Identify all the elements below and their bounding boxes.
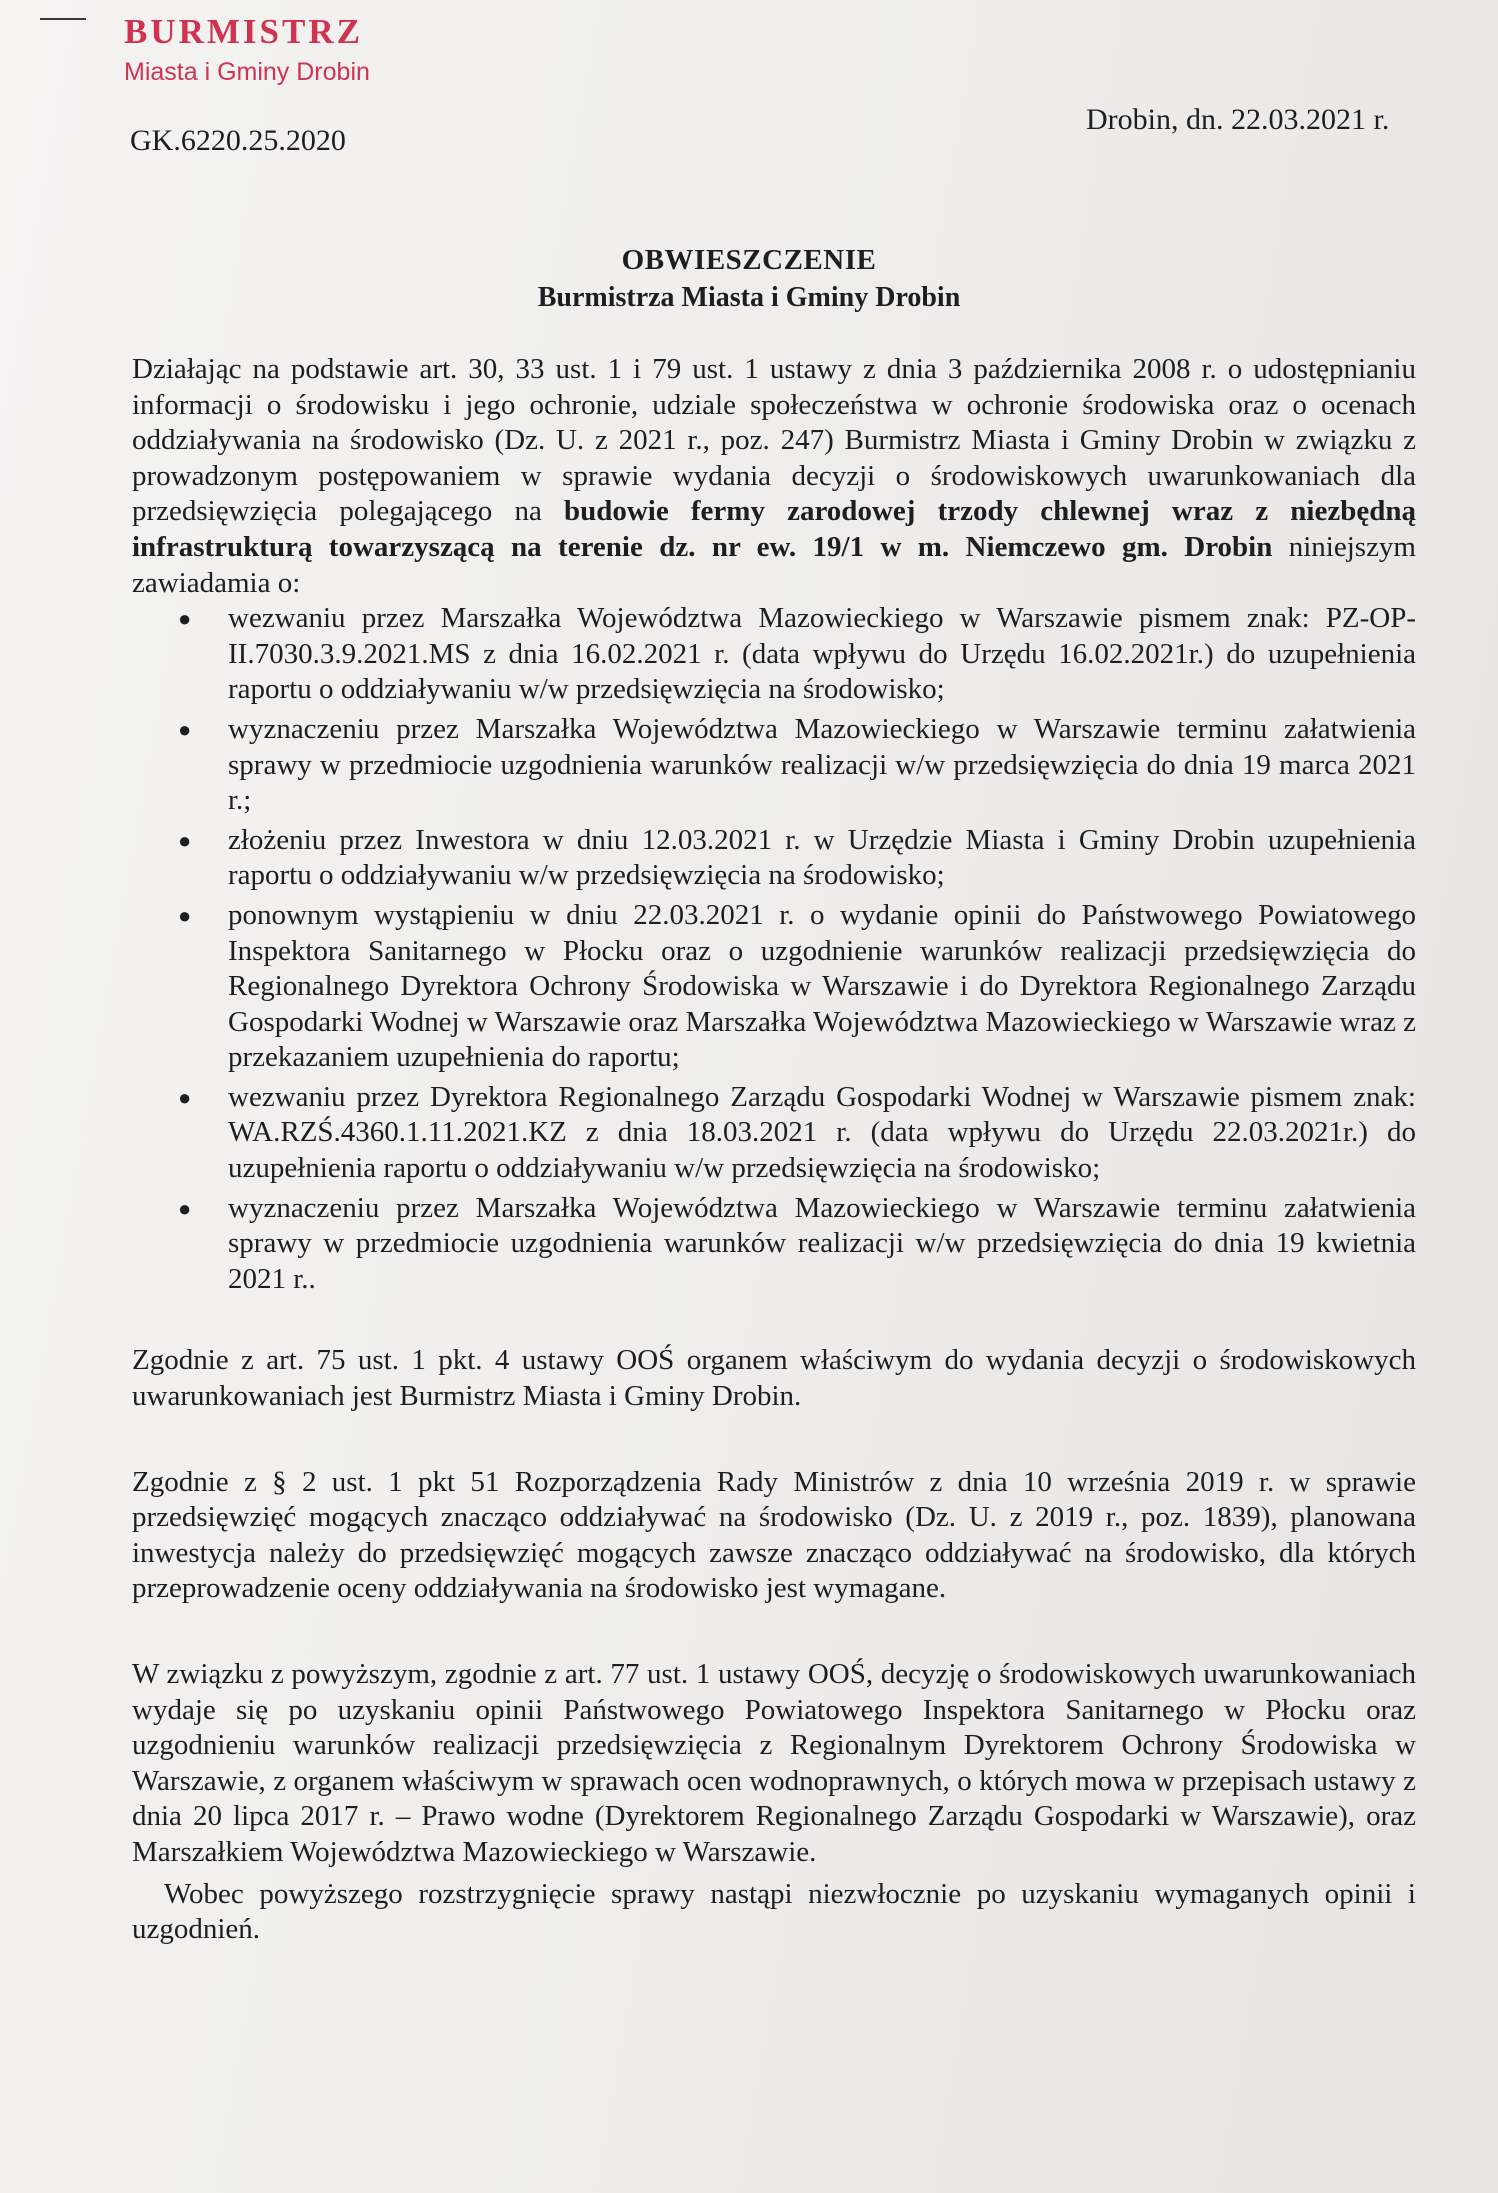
list-item: [132, 1191, 1416, 1298]
list-item: [132, 712, 1416, 819]
list-item: [132, 823, 1416, 894]
stamp-subtitle: Miasta i Gminy Drobin: [124, 58, 370, 86]
document-body: [132, 352, 1416, 1948]
list-item: [132, 601, 1416, 708]
bullet-icon: ●: [178, 902, 192, 928]
notice-list: [132, 601, 1416, 1297]
list-item-text: wyznaczeniu przez Marszałka Województwa Mazowieckiego w Warszawie terminu załatwienia sprawy w przedmiocie uzgodnienia warunków realizacji w/w przedsięwzięcia do dnia 19 marca 2021 r.;: [228, 712, 1416, 817]
intro-project-name: budowie fermy zarodowej trzody chlewnej wraz z niezbędną infrastrukturą towarzyszącą na terenie dz. nr ew. 19/1 w m. Niemczewo gm. Drobin: [132, 495, 1416, 563]
procedure-paragraph: W związku z powyższym, zgodnie z art. 77 ust. 1 ustawy OOŚ, decyzję o środowiskowych uwarunkowaniach wydaje się po uzyskaniu opinii Państwowego Powiatowego Inspektora Sanitarnego w Płocku oraz uzgodnieniu warunków realizacji przedsięwzięcia z Regionalnym Dyrektorem Ochrony Środowiska w Warszawie, z organem właściwym w sprawach ocen wodnoprawnych, o których mowa w przepisach ustawy z dnia 20 lipca 2017 r. – Prawo wodne (Dyrektorem Regionalnego Zarządu Gospodarki w Warszawie), oraz Marszałkiem Województwa Mazowieckiego w Warszawie.: [132, 1658, 1416, 1868]
list-item: [132, 898, 1416, 1076]
document-subtitle: Burmistrza Miasta i Gminy Drobin: [537, 282, 961, 313]
list-item: [132, 1080, 1416, 1187]
competent-authority-paragraph: Zgodnie z art. 75 ust. 1 pkt. 4 ustawy OOŚ organem właściwym do wydania decyzji o środowiskowych uwarunkowaniach jest Burmistrz Miasta i Gminy Drobin.: [132, 1344, 1416, 1413]
stamp-title: BURMISTRZ: [124, 12, 363, 51]
bullet-icon: ●: [178, 606, 192, 632]
list-item-text: wezwaniu przez Marszałka Województwa Mazowieckiego w Warszawie pismem znak: PZ-OP-II.7030.3.9.2021.MS z dnia 16.02.2021 r. (data wpływu do Urzędu 16.02.2021r.) do uzupełnienia raportu o oddziaływaniu w/w przedsięwzięcia na środowisko;: [228, 602, 1416, 706]
mayor-stamp: [124, 12, 370, 88]
list-item-text: wezwaniu przez Dyrektora Regionalnego Zarządu Gospodarki Wodnej w Warszawie pismem znak: WA.RZŚ.4360.1.11.2021.KZ z dnia 18.03.2021 r. (data wpływu do Urzędu 22.03.2021r.) do uzupełnienia raportu o oddziaływaniu w/w przedsięwzięcia na środowisko;: [228, 1080, 1416, 1185]
regulation-paragraph: Zgodnie z § 2 ust. 1 pkt 51 Rozporządzenia Rady Ministrów z dnia 10 września 2019 r. w sprawie przedsięwzięć mogących znacząco oddziaływać na środowisko (Dz. U. z 2019 r., poz. 1839), planowana inwestycja należy do przedsięwzięć mogących zawsze znacząco oddziaływać na środowisko, dla których przeprowadzenie oceny oddziaływania na środowisko jest wymagane.: [132, 1465, 1416, 1605]
pen-mark: [40, 18, 86, 20]
bullet-icon: ●: [178, 827, 192, 853]
case-reference: GK.6220.25.2020: [130, 124, 346, 157]
list-item-text: wyznaczeniu przez Marszałka Województwa Mazowieckiego w Warszawie terminu załatwienia sprawy w przedmiocie uzgodnienia warunków realizacji w/w przedsięwzięcia do dnia 19 kwietnia 2021 r..: [228, 1191, 1416, 1295]
intro-paragraph: [132, 352, 1416, 601]
bullet-icon: ●: [178, 716, 192, 742]
closing-paragraph: Wobec powyższego rozstrzygnięcie sprawy nastąpi niezwłocznie po uzyskaniu wymaganych opinii i uzgodnień.: [132, 1877, 1416, 1946]
list-item-text: ponownym wystąpieniu w dniu 22.03.2021 r. o wydanie opinii do Państwowego Powiatowego Inspektora Sanitarnego w Płocku oraz o uzgodnienie warunków realizacji przedsięwzięcia do Regionalnego Dyrektora Ochrony Środowiska w Warszawie i do Dyrektora Regionalnego Zarządu Gospodarki Wodnej w Warszawie oraz Marszałka Województwa Mazowieckiego w Warszawie wraz z przekazaniem uzupełnienia do raportu;: [228, 898, 1416, 1074]
document-title: OBWIESZCZENIE: [621, 244, 877, 276]
intro-text: Działając na podstawie art. 30, 33 ust. 1 i 79 ust. 1 ustawy z dnia 3 października 2008 r. o udostępnianiu informacji o środowisku i jego ochronie, udziale społeczeństwa w ochronie środowiska oraz o ocenach oddziaływania na środowisko (Dz. U. z 2021 r., poz. 247) Burmistrz Miasta i Gminy Drobin w związku z prowadzonym postępowaniem w sprawie wydania decyzji o środowiskowych uwarunkowaniach dla przedsięwzięcia polegającego na: [132, 353, 1416, 528]
intro-text-end: niniejszym zawiadamia o:: [132, 530, 1416, 599]
bullet-icon: ●: [178, 1084, 192, 1110]
list-item-text: złożeniu przez Inwestora w dniu 12.03.2021 r. w Urzędzie Miasta i Gminy Drobin uzupełnienia raportu o oddziaływaniu w/w przedsięwzięcia na środowisko;: [228, 823, 1416, 892]
place-and-date: Drobin, dn. 22.03.2021 r.: [1086, 103, 1390, 136]
bullet-icon: ●: [178, 1195, 192, 1221]
